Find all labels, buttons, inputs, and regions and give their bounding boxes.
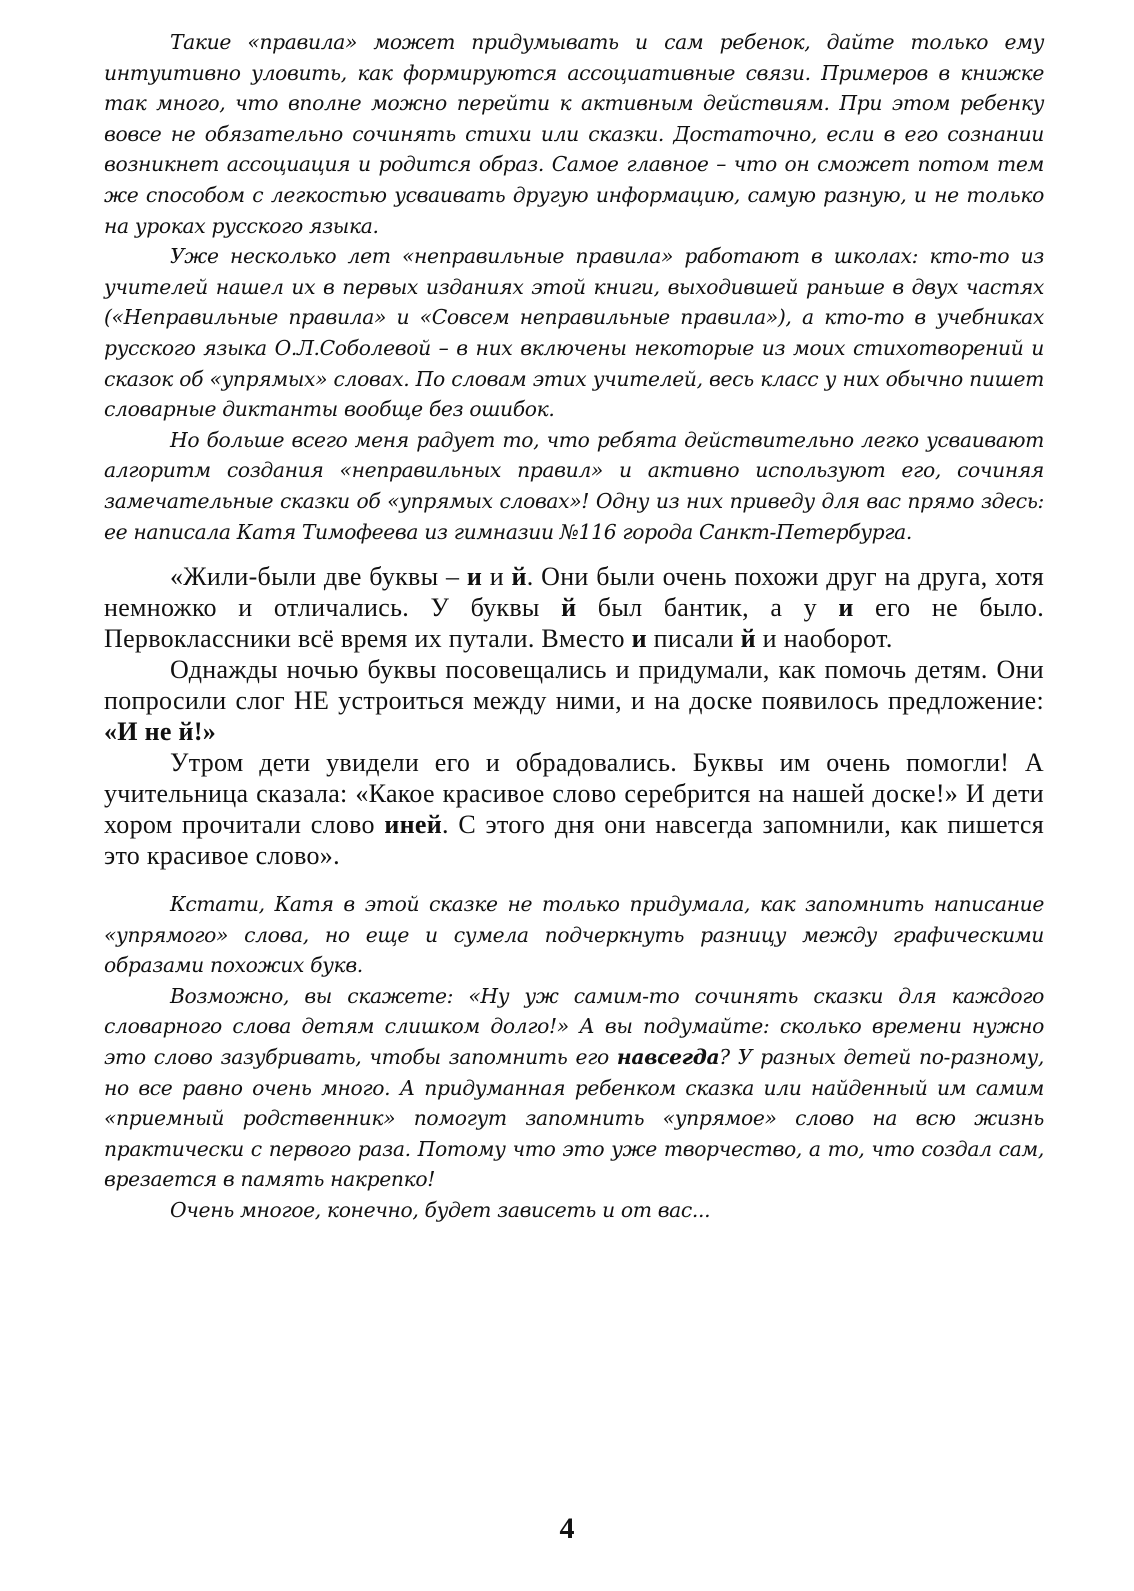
- bold-letter: й: [511, 562, 527, 592]
- bold-word: иней: [384, 810, 443, 840]
- bold-word: навсегда: [616, 1045, 720, 1070]
- page-body: [104, 27, 1044, 1226]
- bold-letter: й: [740, 624, 756, 654]
- text: . С этого дня они навсегда запомнили, как пишется это красивое слово».: [104, 810, 1044, 871]
- outro-paragraph-2: [104, 981, 1044, 1195]
- text: был бантик, а у: [576, 593, 839, 623]
- bold-letter: й: [561, 593, 577, 623]
- text: Возможно, вы скажете: «Ну уж самим-то сочинять сказки для каждого словарного слова детям слишком долго!» А вы подумайте: сколько времени нужно это слово зазубривать, чтобы запомнить его: [104, 983, 1044, 1070]
- bold-letter: и: [466, 562, 483, 592]
- intro-paragraph-1: Такие «правила» может придумывать и сам ребенок, дайте только ему интуитивно уловить, как формируются ассоциативные связи. Примеров в книжке так много, что вполне можно перейти к активным действиям. При этом ребенку вовсе не обязательно сочинять стихи или сказки. Достаточно, если в его сознании возникнет ассоциация и родится образ. Самое главное – что он сможет потом тем же способом с легкостью усваивать другую информацию, самую разную, и не только на уроках русского языка.: [104, 30, 1044, 238]
- text: . Они были очень похожи друг на друга, хотя немножко и отличались. У буквы: [104, 562, 1044, 623]
- page-number: 4: [559, 1512, 575, 1545]
- intro-paragraph-3: Но больше всего меня радует то, что ребята действительно легко усваивают алгоритм создания «неправильных правил» и активно используют его, сочиняя замечательные сказки об «упрямых словах»! Одну из них приведу для вас прямо здесь: ее написала Катя Тимофеева из гимназии №116 города Санкт-Петербурга.: [104, 427, 1044, 544]
- story-paragraph-1: [104, 561, 1044, 654]
- bold-phrase: «И не й!»: [104, 717, 217, 747]
- text: «Жили-были две буквы –: [170, 562, 467, 592]
- text: писали: [646, 624, 741, 654]
- text: ? У разных детей по-разному, но все равно очень много. А придуманная ребенком сказка или найденный им самим «приемный родственник» помогут запомнить «упрямое» слово на всю жизнь практически с первого раза. Потому что это уже творчество, а то, что создал сам, врезается в память накрепко!: [104, 1045, 1044, 1192]
- story-paragraph-2: [104, 654, 1044, 747]
- story-paragraph-3: [104, 747, 1044, 871]
- text: его не было. Первоклассники всё время их путали. Вместо: [104, 593, 1045, 654]
- text: Утром дети увидели его и обрадовались. Буквы им очень помогли! А учительница сказала: «Какое красивое слово серебрится на нашей доске!» И дети хором прочитали слово: [104, 748, 1044, 840]
- text: и: [482, 562, 512, 592]
- intro-paragraph-2: Уже несколько лет «неправильные правила» работают в школах: кто-то из учителей нашел их в первых изданиях этой книги, выходившей раньше в двух частях («Неправильные правила» и «Совсем неправильные правила»), а кто-то в учебниках русского языка О.Л.Соболевой – в них включены некоторые из моих стихотворений и сказок об «упрямых» словах. По словам этих учителей, весь класс у них обычно пишет словарные диктанты вообще без ошибок.: [104, 244, 1044, 422]
- outro-paragraph-1: Кстати, Катя в этой сказке не только придумала, как запомнить написание «упрямого» слова, но еще и сумела подчеркнуть разницу между графическими образами похожих букв.: [104, 892, 1044, 978]
- text: Однажды ночью буквы посовещались и придумали, как помочь детям. Они попросили слог НЕ устроиться между ними, и на доске появилось предложение:: [104, 655, 1044, 716]
- bold-letter: и: [631, 624, 647, 654]
- outro-paragraph-3: Очень многое, конечно, будет зависеть и от вас...: [170, 1198, 711, 1223]
- bold-letter: и: [838, 593, 854, 623]
- text: и наоборот.: [755, 624, 893, 654]
